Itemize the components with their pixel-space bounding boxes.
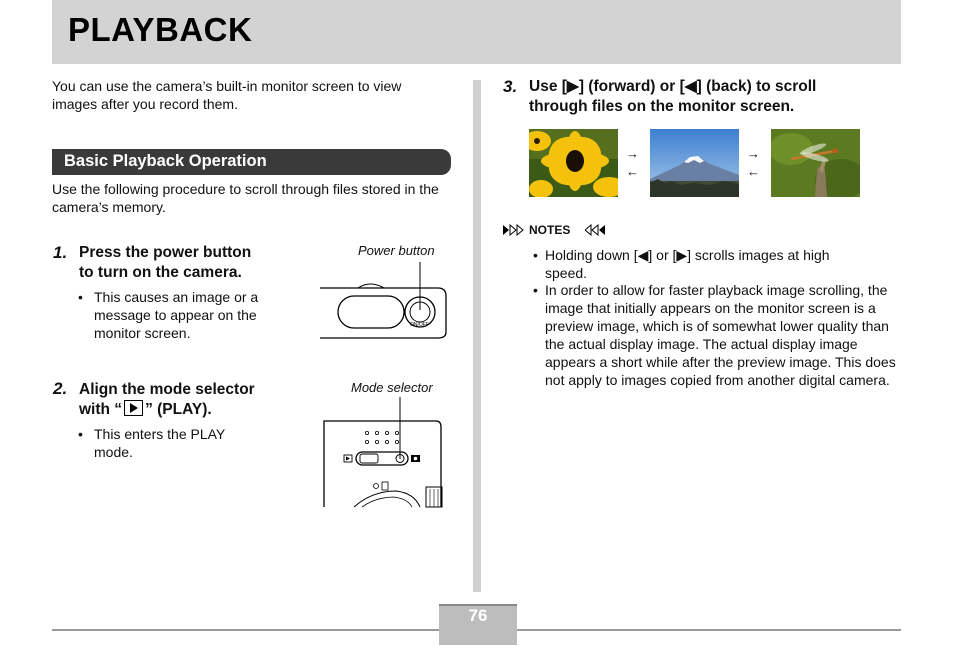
mode-selector-caption: Mode selector	[351, 380, 433, 395]
note-item-2: In order to allow for faster playback image scrolling, the image that initially appears on the monitor screen is a preview image, which is of somewhat lower quality than the actual display image. The actual display image appears a short while after the preview image. This does not apply to images copied from another digital camera.	[545, 282, 896, 388]
page-number-strip	[439, 631, 517, 645]
step-1-title-line2: to turn on the camera.	[79, 264, 242, 281]
step-1-bullet-mark: •	[78, 289, 83, 305]
intro-text: You can use the camera’s built-in monitor screen to view images after you record them.	[52, 78, 402, 112]
notes-label: NOTES	[529, 223, 571, 237]
power-button-illustration	[318, 262, 448, 342]
page-number: 76	[468, 606, 488, 625]
sunflower-photo	[529, 129, 618, 197]
step-2-title-line1: Align the mode selector	[79, 381, 255, 398]
step-3-number: 3.	[503, 77, 518, 96]
step-2-title-post: ” (PLAY).	[145, 401, 212, 418]
note-item-1: Holding down [◀] or [▶] scrolls images at high speed.	[545, 247, 830, 281]
play-mode-icon	[124, 400, 143, 416]
column-divider	[473, 80, 481, 592]
forward-arrow-2: →	[747, 146, 760, 161]
back-arrow-2: ←	[747, 164, 760, 179]
step-2-title-pre: with “	[79, 401, 123, 418]
dragonfly-photo	[771, 129, 860, 197]
step-3-title-line1: Use [▶] (forward) or [◀] (back) to scroll	[529, 78, 817, 95]
step-1-number: 1.	[53, 243, 68, 262]
notes-open-icon	[503, 224, 525, 236]
forward-arrow-1: →	[626, 146, 639, 161]
step-2-bullet-mark: •	[78, 426, 83, 442]
mountain-photo	[650, 129, 739, 197]
step-1-title-line1: Press the power button	[79, 244, 252, 261]
note-2-bullet: •	[533, 282, 538, 298]
power-button-caption: Power button	[358, 243, 435, 258]
back-arrow-1: ←	[626, 164, 639, 179]
section-heading: Basic Playback Operation	[64, 152, 267, 170]
step-2-title-line2	[79, 400, 212, 420]
mode-selector-illustration	[320, 397, 446, 509]
note-1-bullet: •	[533, 247, 538, 263]
step-1-bullet: This causes an image or a message to appear on the monitor screen.	[94, 289, 259, 341]
notes-close-icon	[585, 224, 607, 236]
step-2-bullet: This enters the PLAY mode.	[94, 426, 225, 460]
page-title: PLAYBACK	[68, 11, 253, 48]
onoff-label: ON/OFF	[410, 322, 429, 328]
step-2-number: 2.	[53, 379, 68, 398]
section-description: Use the following procedure to scroll through files stored in the camera’s memory.	[52, 181, 439, 215]
step-3-title-line2: through files on the monitor screen.	[529, 98, 795, 115]
